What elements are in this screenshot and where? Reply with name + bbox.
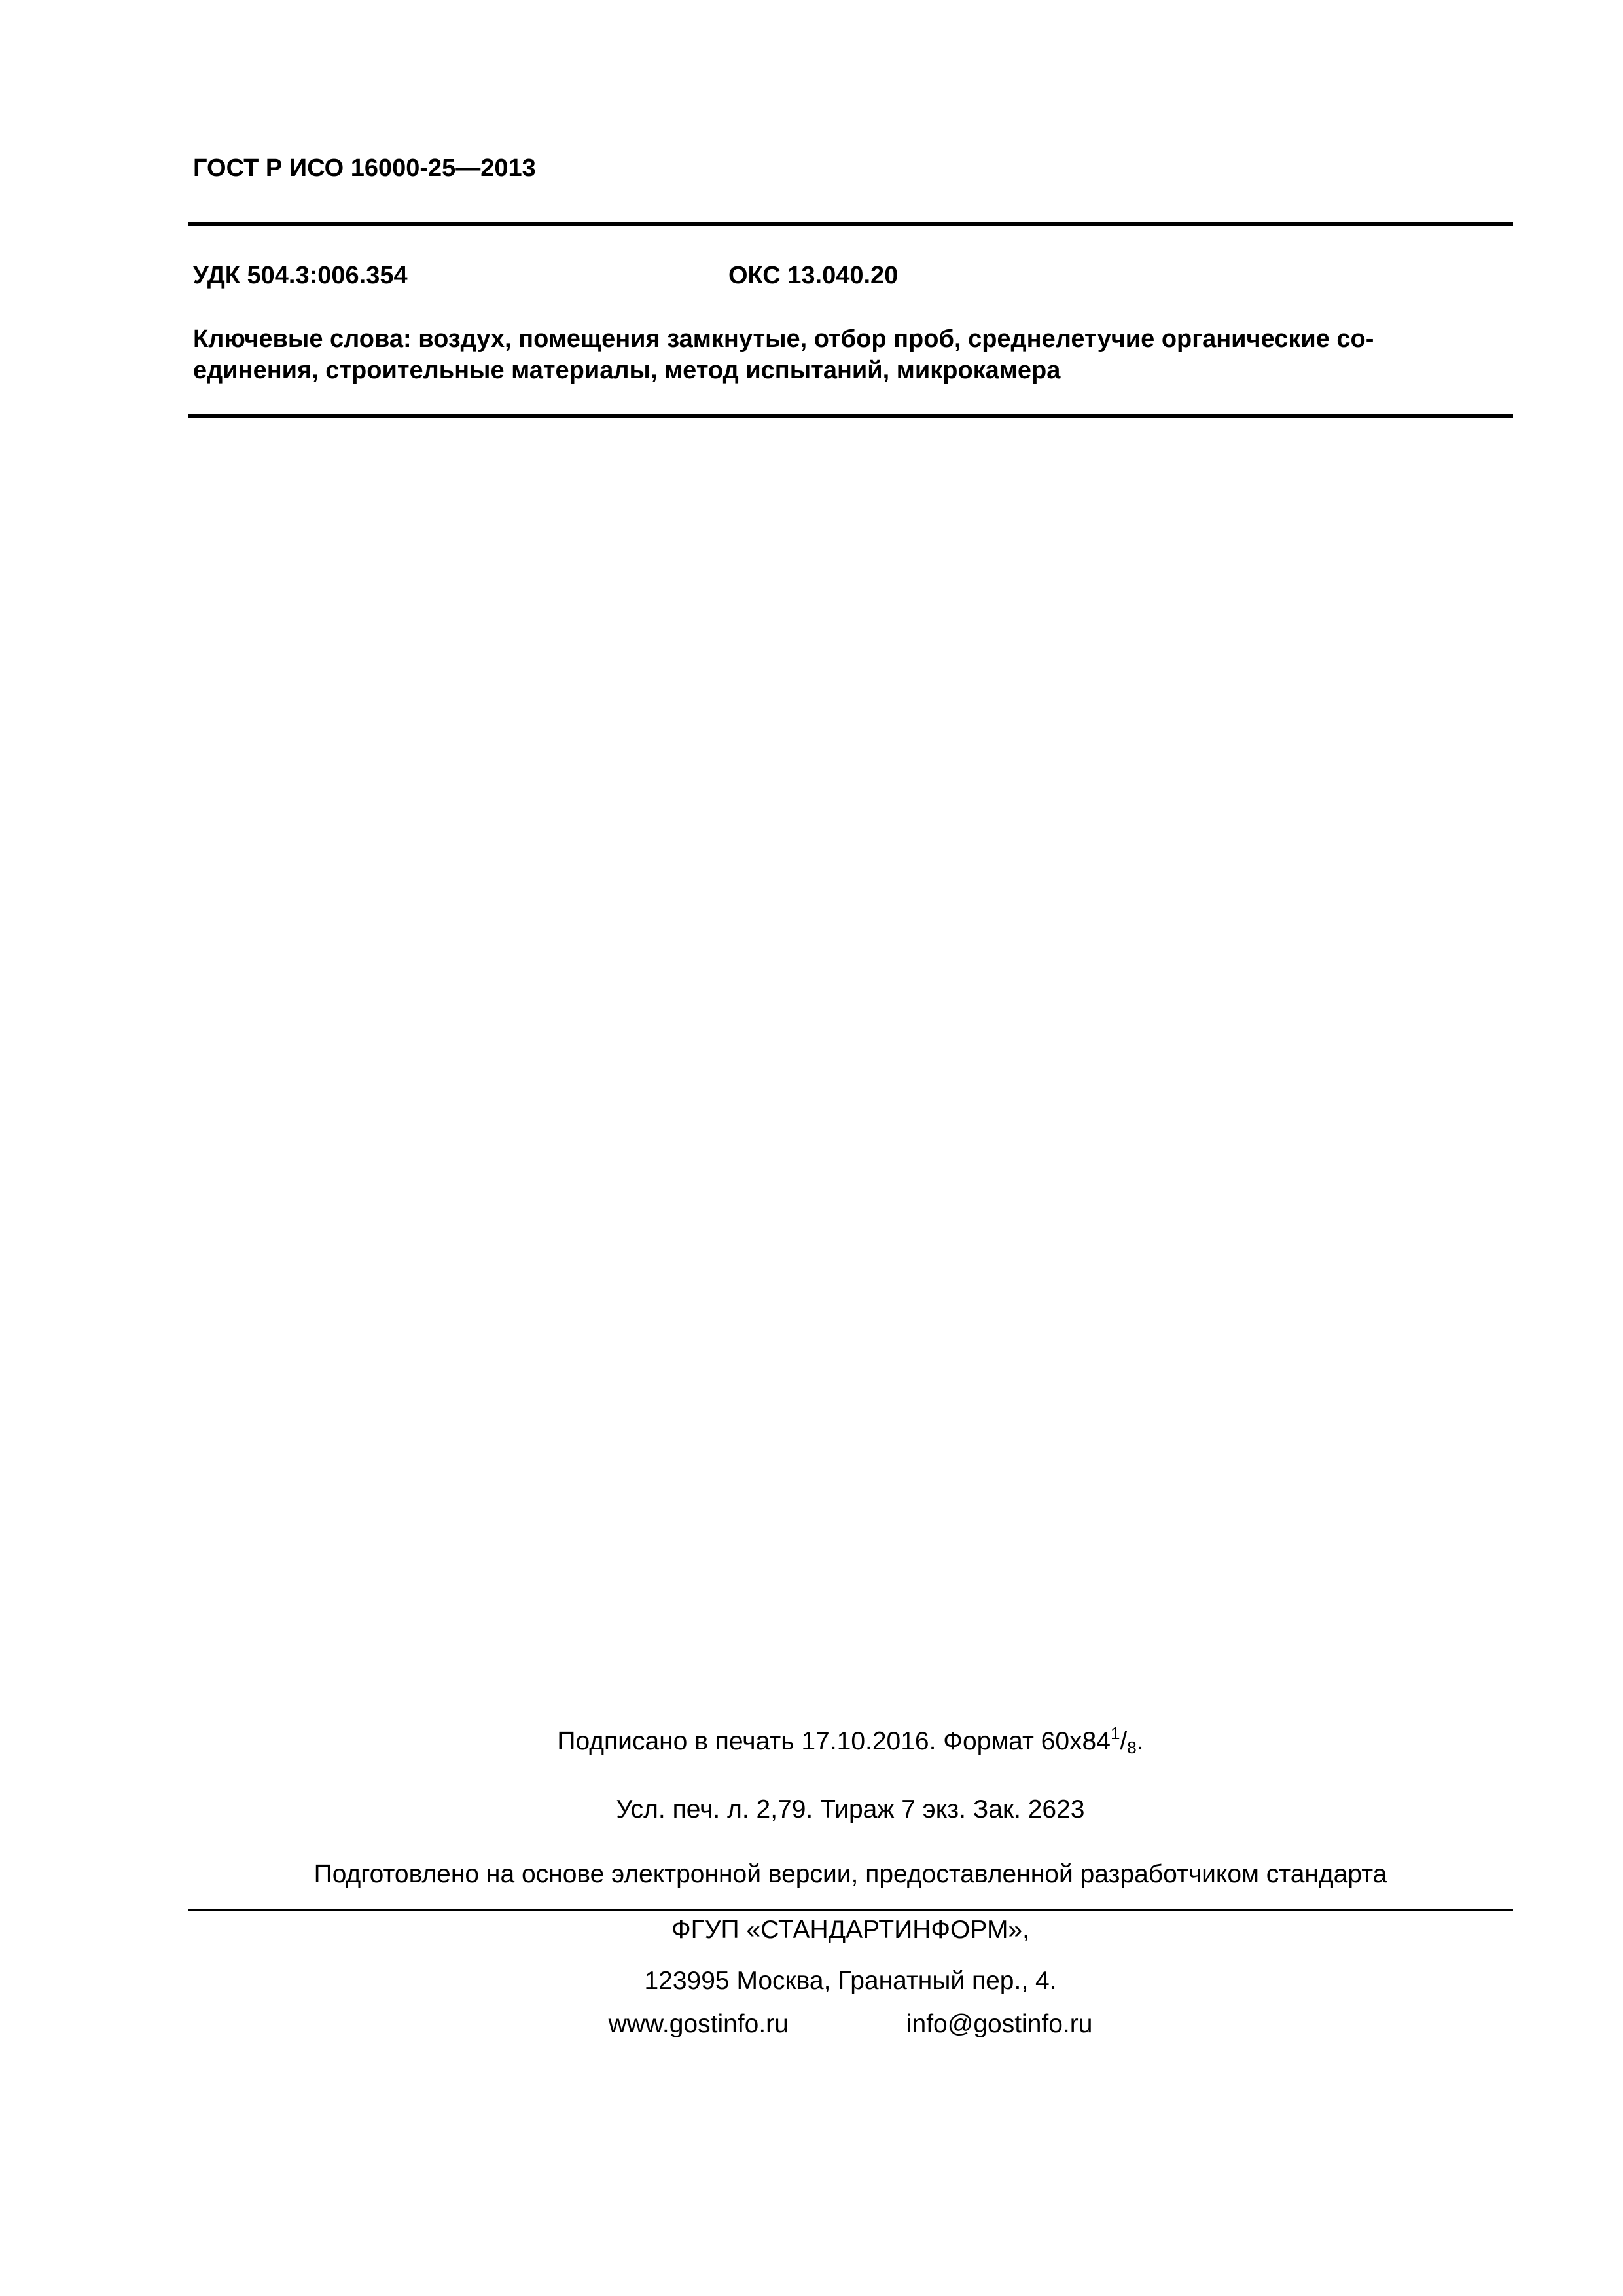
publisher-name: ФГУП «СТАНДАРТИНФОРМ», bbox=[671, 1916, 1029, 1944]
top-divider bbox=[188, 222, 1513, 226]
prepared-note: Подготовлено на основе электронной версии, предоставленной разработчиком стандарта bbox=[313, 1860, 1387, 1888]
format-slash: / bbox=[1120, 1727, 1128, 1755]
keywords-block bbox=[193, 323, 1508, 386]
keywords-divider bbox=[188, 414, 1513, 418]
format-end: . bbox=[1136, 1727, 1144, 1755]
publisher-contacts bbox=[188, 2009, 1513, 2040]
format-fraction bbox=[1110, 1723, 1137, 1757]
keywords-line-1: Ключевые слова: воздух, помещения замкнутые, отбор проб, среднелетучие органические со- bbox=[193, 325, 1374, 353]
standard-number: ГОСТ Р ИСО 16000-25—2013 bbox=[193, 154, 536, 182]
format-numerator: 1 bbox=[1110, 1723, 1120, 1743]
udk-code: УДК 504.3:006.354 bbox=[193, 262, 408, 289]
publisher-divider bbox=[188, 1909, 1513, 1911]
email-link[interactable]: info@gostinfo.ru bbox=[906, 2010, 1093, 2038]
keywords-line-2: единения, строительные материалы, метод испытаний, микрокамера bbox=[193, 357, 1061, 384]
website-link[interactable]: www.gostinfo.ru bbox=[608, 2010, 789, 2038]
format-denominator: 8 bbox=[1127, 1738, 1137, 1757]
signed-for-print bbox=[188, 1723, 1513, 1757]
publisher-address: 123995 Москва, Гранатный пер., 4. bbox=[644, 1967, 1057, 1995]
print-info: Усл. печ. л. 2,79. Тираж 7 экз. Зак. 2623 bbox=[616, 1795, 1085, 1823]
oks-code: ОКС 13.040.20 bbox=[728, 262, 899, 289]
signed-text: Подписано в печать 17.10.2016. Формат 60x84 bbox=[557, 1727, 1111, 1755]
